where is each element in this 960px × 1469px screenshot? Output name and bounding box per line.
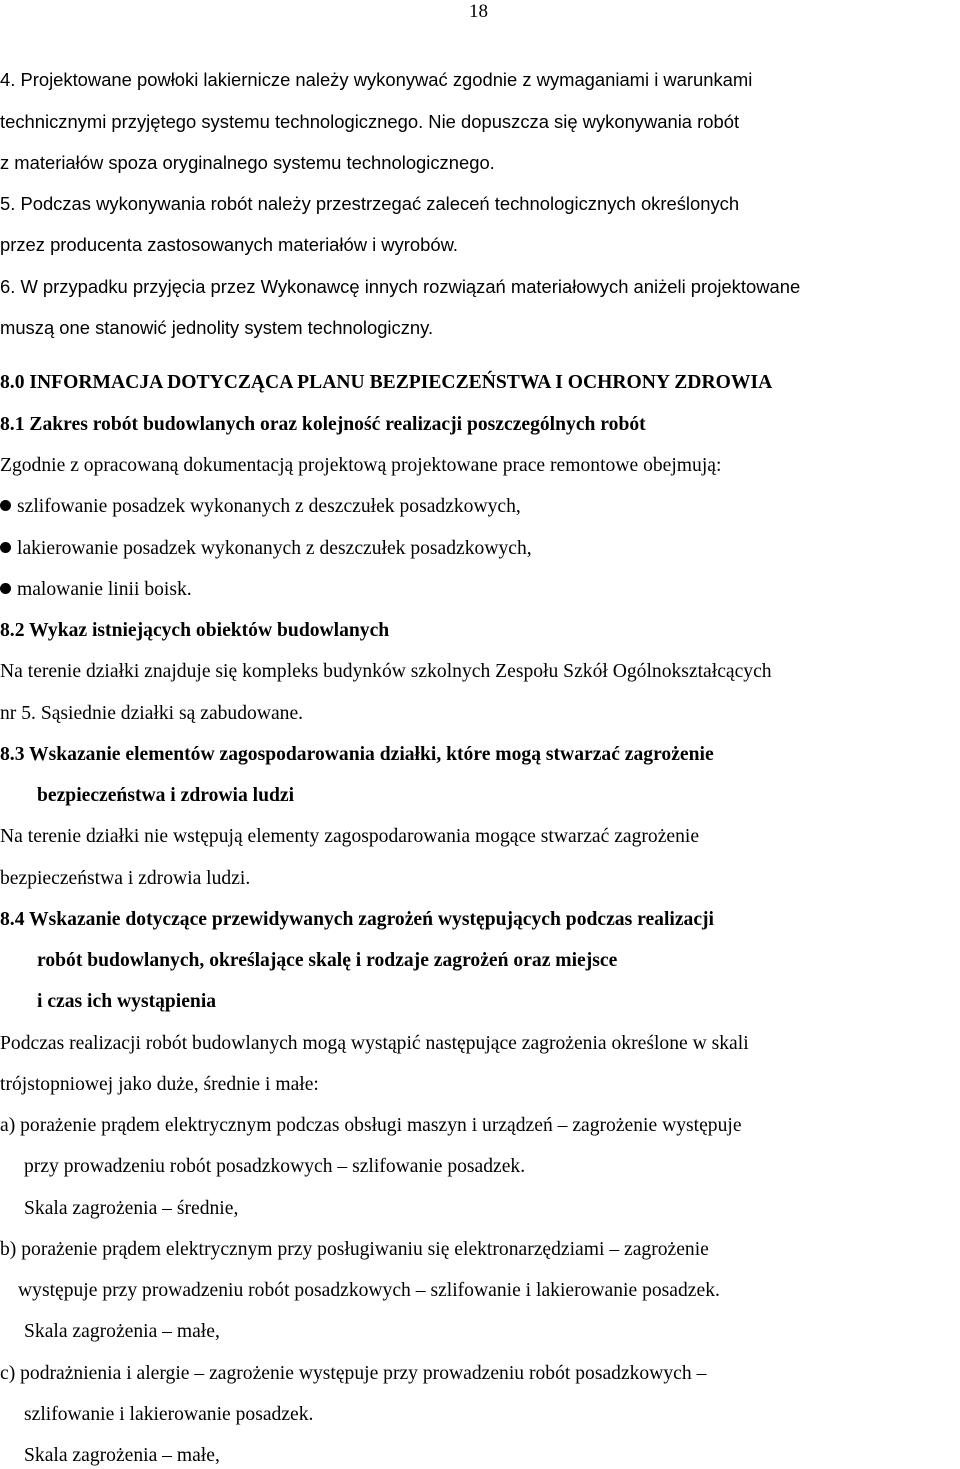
bullet-text: malowanie linii boisk. [17,579,192,600]
bullet-icon [0,542,11,553]
hazard-line: przy prowadzeniu robót posadzkowych – szlifowanie posadzek. [24,1156,526,1177]
text-line: 4. Projektowane powłoki lakiernicze należy wykonywać zgodnie z wymaganiami i warunkami [0,69,753,90]
hazard-line: c) podrażnienia i alergie – zagrożenie występuje przy prowadzeniu robót posadzkowych – [0,1363,707,1384]
hazard-line: b) porażenie prądem elektrycznym przy posługiwaniu się elektronarzędziami – zagrożenie [0,1239,709,1260]
paragraph-line: Zgodnie z opracowaną dokumentacją projektową projektowane prace remontowe obejmują: [0,455,722,476]
subsection-heading-continued: i czas ich wystąpienia [37,991,217,1012]
section-heading: 8.0 INFORMACJA DOTYCZĄCA PLANU BEZPIECZEŃSTWA I OCHRONY ZDROWIA [0,372,773,393]
bullet-item [0,537,532,561]
subsection-heading: 8.2 Wykaz istniejących obiektów budowlanych [0,620,390,641]
bullet-icon [0,583,11,594]
bullet-text: szlifowanie posadzek wykonanych z deszczułek posadzkowych, [17,496,521,517]
page-number: 18 [469,1,488,22]
hazard-scale: Skala zagrożenia – małe, [24,1445,220,1466]
text-line: 6. W przypadku przyjęcia przez Wykonawcę innych rozwiązań materiałowych aniżeli projektowane [0,276,801,297]
subsection-heading-continued: robót budowlanych, określające skalę i rodzaje zagrożeń oraz miejsce [37,950,618,971]
hazard-scale: Skala zagrożenia – średnie, [24,1198,239,1219]
paragraph-line: trójstopniowej jako duże, średnie i małe: [0,1074,319,1095]
paragraph-line: nr 5. Sąsiednie działki są zabudowane. [0,703,304,724]
hazard-line: występuje przy prowadzeniu robót posadzkowych – szlifowanie i lakierowanie posadzek. [18,1280,720,1301]
paragraph-line: bezpieczeństwa i zdrowia ludzi. [0,868,251,889]
text-line: 5. Podczas wykonywania robót należy przestrzegać zaleceń technologicznych określonych [0,193,740,214]
text-line: z materiałów spoza oryginalnego systemu technologicznego. [0,152,495,173]
hazard-line: szlifowanie i lakierowanie posadzek. [24,1404,314,1425]
subsection-heading: 8.1 Zakres robót budowlanych oraz kolejność realizacji poszczególnych robót [0,414,646,435]
hazard-line: a) porażenie prądem elektrycznym podczas obsługi maszyn i urządzeń – zagrożenie występuje [0,1115,742,1136]
hazard-scale: Skala zagrożenia – małe, [24,1321,220,1342]
subsection-heading: 8.3 Wskazanie elementów zagospodarowania działki, które mogą stwarzać zagrożenie [0,744,714,765]
subsection-heading-continued: bezpieczeństwa i zdrowia ludzi [37,785,295,806]
bullet-item [0,495,521,519]
paragraph-line: Na terenie działki znajduje się kompleks budynków szkolnych Zespołu Szkół Ogólnokształcących [0,661,772,682]
text-line: technicznymi przyjętego systemu technologicznego. Nie dopuszcza się wykonywania robót [0,111,740,132]
text-line: przez producenta zastosowanych materiałów i wyrobów. [0,234,458,255]
bullet-icon [0,500,11,511]
paragraph-line: Podczas realizacji robót budowlanych mogą wystąpić następujące zagrożenia określone w skali [0,1033,749,1054]
text-line: muszą one stanowić jednolity system technologiczny. [0,317,434,338]
bullet-item [0,578,192,602]
paragraph-line: Na terenie działki nie wstępują elementy zagospodarowania mogące stwarzać zagrożenie [0,826,700,847]
subsection-heading: 8.4 Wskazanie dotyczące przewidywanych zagrożeń występujących podczas realizacji [0,909,714,930]
bullet-text: lakierowanie posadzek wykonanych z deszczułek posadzkowych, [17,538,532,559]
